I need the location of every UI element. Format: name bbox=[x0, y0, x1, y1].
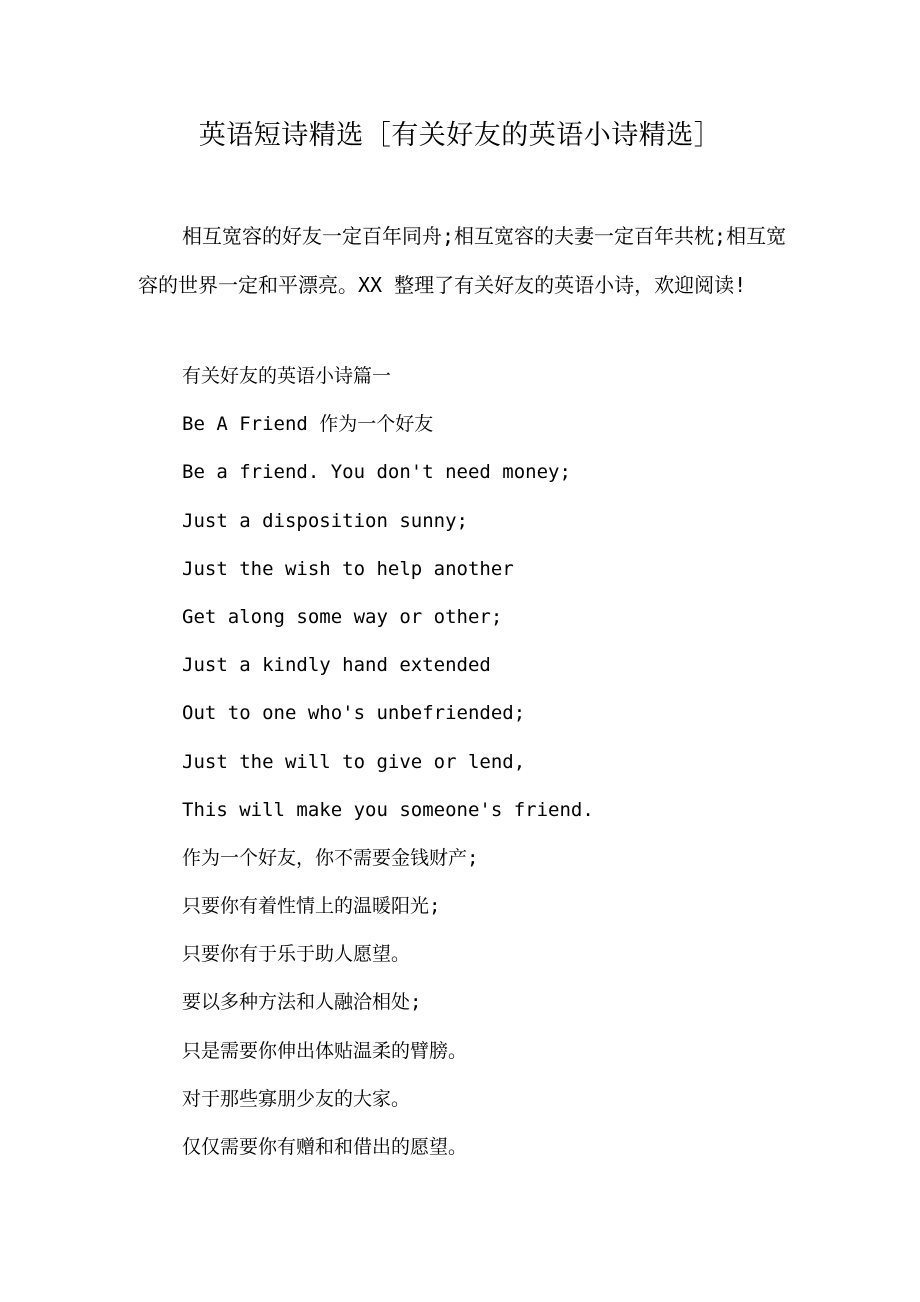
poem-line: Just the wish to help another bbox=[182, 557, 514, 580]
poem-title-line: Be A Friend 作为一个好友 bbox=[182, 413, 434, 436]
translation-line: 仅仅需要你有赠和和借出的愿望。 bbox=[182, 1136, 468, 1158]
translation-line: 只是需要你伸出体贴温柔的臂膀。 bbox=[182, 1039, 468, 1062]
poem-line: Be a friend. You don't need money; bbox=[182, 461, 571, 484]
poem-line: Just a disposition sunny; bbox=[182, 509, 468, 532]
translation-line: 对于那些寡朋少友的大家。 bbox=[182, 1087, 411, 1110]
poem-line: Just a kindly hand extended bbox=[182, 654, 491, 677]
poem-line: Get along some way or other; bbox=[182, 605, 503, 628]
poem-line: Out to one who's unbefriended; bbox=[182, 702, 526, 725]
intro-paragraph: 相互宽容的好友一定百年同舟;相互宽容的夫妻一定百年共枕;相互宽容的世界一定和平漂亮。XX 整理了有关好友的英语小诗，欢迎阅读! bbox=[138, 224, 787, 297]
poem-body bbox=[182, 352, 594, 1171]
translation-line: 要以多种方法和人融洽相处; bbox=[182, 991, 422, 1014]
poem-line: Just the will to give or lend, bbox=[182, 750, 526, 773]
translation-line: 只要你有于乐于助人愿望。 bbox=[182, 943, 411, 966]
section-heading: 有关好友的英语小诗篇一 bbox=[182, 365, 392, 387]
translation-line: 作为一个好友，你不需要金钱财产; bbox=[182, 846, 479, 869]
translation-line: 只要你有着性情上的温暖阳光; bbox=[182, 895, 441, 918]
document-title: 英语短诗精选［有关好友的英语小诗精选］ bbox=[198, 120, 722, 151]
poem-line: This will make you someone's friend. bbox=[182, 798, 594, 821]
